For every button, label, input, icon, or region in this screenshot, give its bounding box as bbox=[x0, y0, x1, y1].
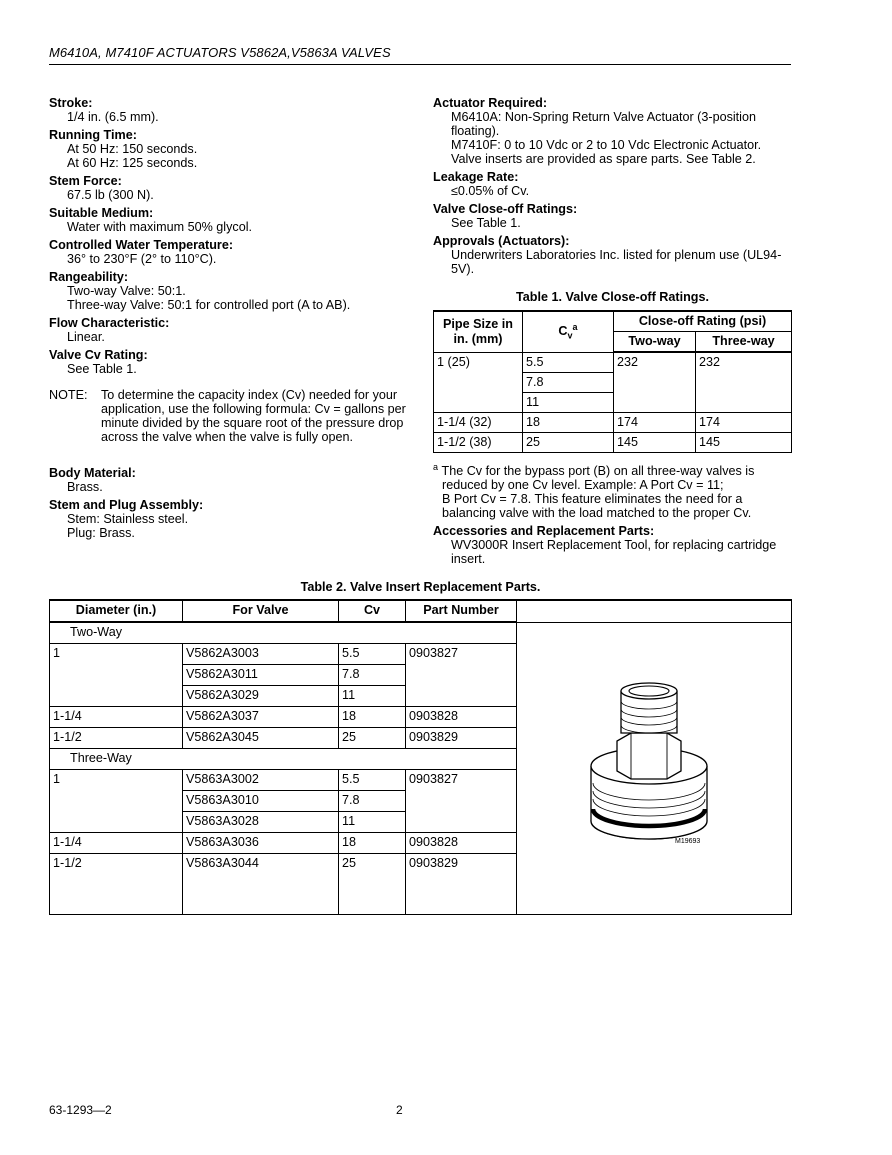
close-off-ratings-table bbox=[433, 310, 792, 453]
three-way-cell: 232 bbox=[696, 352, 792, 412]
cv-cell: 11 bbox=[339, 812, 406, 833]
footnote-line: balancing valve with the load matched to the proper Cv. bbox=[442, 506, 752, 521]
group-label-three-way: Three-Way bbox=[50, 749, 517, 770]
header-cv: $C_v^a$ bbox=[523, 311, 614, 352]
three-way-cell: 174 bbox=[696, 412, 792, 432]
spec-label: Valve Cv Rating: bbox=[49, 348, 148, 362]
table1-caption: Table 1. Valve Close-off Ratings. bbox=[516, 290, 709, 304]
valve-cell: V5863A3044 bbox=[183, 854, 339, 915]
spec-label: Accessories and Replacement Parts: bbox=[433, 524, 655, 538]
note-block bbox=[49, 388, 409, 444]
spec-value: Valve inserts are provided as spare parts. See Table 2. bbox=[451, 152, 756, 166]
table1-footnote bbox=[433, 460, 793, 520]
spec-value: M6410A: Non-Spring Return Valve Actuator (3-position floating). bbox=[451, 110, 756, 138]
spec-value: Three-way Valve: 50:1 for controlled port (A to AB). bbox=[67, 298, 351, 312]
diameter-cell: 1 bbox=[50, 770, 183, 833]
table-row bbox=[434, 412, 792, 432]
spec-value: WV3000R Insert Replacement Tool, for replacing cartridge insert. bbox=[451, 538, 777, 566]
spec-item bbox=[49, 348, 409, 376]
two-way-cell: 174 bbox=[614, 412, 696, 432]
spec-label: Stroke: bbox=[49, 96, 93, 110]
spec-value: Linear. bbox=[67, 330, 105, 344]
accessories-spec bbox=[433, 524, 793, 566]
header-three-way: Three-way bbox=[696, 332, 792, 353]
spec-value: 36° to 230°F (2° to 110°C). bbox=[67, 252, 217, 266]
spec-item bbox=[433, 234, 793, 276]
spec-value: Underwriters Laboratories Inc. listed for plenum use (UL94-5V). bbox=[451, 248, 782, 276]
diameter-cell: 1-1/2 bbox=[50, 728, 183, 749]
pipe-size-cell: 1-1/4 (32) bbox=[434, 412, 523, 432]
cv-cell: 7.8 bbox=[339, 791, 406, 812]
two-way-cell: 232 bbox=[614, 352, 696, 412]
valve-cell: V5862A3011 bbox=[183, 665, 339, 686]
header-diameter: Diameter (in.) bbox=[50, 600, 183, 622]
part-number-cell: 0903827 bbox=[406, 644, 517, 707]
cv-cell: 11 bbox=[523, 392, 614, 412]
cv-cell: 5.5 bbox=[523, 352, 614, 372]
spec-item bbox=[433, 96, 793, 166]
spec-label: Actuator Required: bbox=[433, 96, 548, 110]
page-number: 2 bbox=[396, 1103, 403, 1117]
part-number-cell: 0903829 bbox=[406, 728, 517, 749]
header-part-number: Part Number bbox=[406, 600, 517, 622]
spec-item bbox=[49, 174, 409, 202]
running-header: M6410A, M7410F ACTUATORS V5862A,V5863A VALVES bbox=[49, 45, 391, 60]
spec-item bbox=[49, 466, 409, 494]
diameter-cell: 1-1/2 bbox=[50, 854, 183, 915]
figure-id-label: M19693 bbox=[675, 838, 701, 846]
header-close-off-rating: Close-off Rating (psi) bbox=[614, 311, 792, 332]
spec-item bbox=[433, 170, 793, 198]
spec-value: At 60 Hz: 125 seconds. bbox=[67, 156, 198, 170]
cv-cell: 11 bbox=[339, 686, 406, 707]
diameter-cell: 1-1/4 bbox=[50, 833, 183, 854]
cv-cell: 5.5 bbox=[339, 770, 406, 791]
cv-cell: 18 bbox=[339, 833, 406, 854]
cv-cell: 7.8 bbox=[523, 372, 614, 392]
diameter-cell: 1 bbox=[50, 644, 183, 707]
spec-label: Suitable Medium: bbox=[49, 206, 154, 220]
header-two-way: Two-way bbox=[614, 332, 696, 353]
note-text: To determine the capacity index (Cv) needed for your application, use the following formula: Cv = gallons per minute divided by the square root of the pressure drop across the valve when the valve is fully open. bbox=[101, 388, 406, 444]
header-for-valve: For Valve bbox=[183, 600, 339, 622]
part-number-cell: 0903828 bbox=[406, 833, 517, 854]
valve-cell: V5863A3036 bbox=[183, 833, 339, 854]
cv-cell: 7.8 bbox=[339, 665, 406, 686]
pipe-size-cell: 1 (25) bbox=[434, 352, 523, 412]
spec-label: Flow Characteristic: bbox=[49, 316, 170, 330]
valve-cell: V5863A3010 bbox=[183, 791, 339, 812]
valve-cell: V5862A3029 bbox=[183, 686, 339, 707]
figure-cell bbox=[517, 622, 792, 915]
table-row bbox=[434, 352, 792, 372]
footnote-line: reduced by one Cv level. Example: A Port Cv = 11; bbox=[442, 478, 724, 493]
valve-cell: V5862A3045 bbox=[183, 728, 339, 749]
spec-value: At 50 Hz: 150 seconds. bbox=[67, 142, 198, 156]
footnote-mark: a bbox=[433, 462, 439, 472]
spec-label: Running Time: bbox=[49, 128, 137, 142]
footnote-line: B Port Cv = 7.8. This feature eliminates the need for a bbox=[442, 492, 743, 507]
left-spec-column bbox=[49, 96, 409, 544]
part-number-cell: 0903828 bbox=[406, 707, 517, 728]
spec-value: Stem: Stainless steel. bbox=[67, 512, 189, 526]
three-way-cell: 145 bbox=[696, 432, 792, 452]
footnote-line: The Cv for the bypass port (B) on all three-way valves is bbox=[441, 464, 755, 479]
spec-label: Leakage Rate: bbox=[433, 170, 519, 184]
part-number-cell: 0903827 bbox=[406, 770, 517, 833]
cv-cell: 25 bbox=[339, 728, 406, 749]
diameter-cell: 1-1/4 bbox=[50, 707, 183, 728]
spec-value: Brass. bbox=[67, 480, 103, 494]
spec-label: Body Material: bbox=[49, 466, 136, 480]
cv-cell: 25 bbox=[523, 432, 614, 452]
group-row bbox=[50, 622, 792, 644]
spec-item bbox=[49, 238, 409, 266]
header-cv: Cv bbox=[339, 600, 406, 622]
valve-insert-illustration bbox=[579, 671, 729, 861]
right-spec-column bbox=[433, 96, 793, 280]
valve-cell: V5862A3003 bbox=[183, 644, 339, 665]
spec-label: Controlled Water Temperature: bbox=[49, 238, 234, 252]
cv-cell: 5.5 bbox=[339, 644, 406, 665]
cv-cell: 18 bbox=[339, 707, 406, 728]
spec-item bbox=[49, 206, 409, 234]
part-number-cell: 0903829 bbox=[406, 854, 517, 915]
spec-label: Stem and Plug Assembly: bbox=[49, 498, 204, 512]
spec-value: Two-way Valve: 50:1. bbox=[67, 284, 186, 298]
spec-item bbox=[49, 498, 409, 540]
note-label: NOTE: bbox=[49, 388, 88, 402]
spec-value: M7410F: 0 to 10 Vdc or 2 to 10 Vdc Electronic Actuator. bbox=[451, 138, 762, 152]
spec-value: Water with maximum 50% glycol. bbox=[67, 220, 252, 234]
group-label-two-way: Two-Way bbox=[50, 622, 517, 644]
table2-caption: Table 2. Valve Insert Replacement Parts. bbox=[300, 580, 541, 594]
header-rule bbox=[49, 64, 791, 65]
spec-item bbox=[49, 316, 409, 344]
valve-cell: V5863A3002 bbox=[183, 770, 339, 791]
cv-cell: 25 bbox=[339, 854, 406, 915]
spec-label: Valve Close-off Ratings: bbox=[433, 202, 578, 216]
cv-cell: 18 bbox=[523, 412, 614, 432]
spec-value: ≤0.05% of Cv. bbox=[451, 184, 530, 198]
pipe-size-cell: 1-1/2 (38) bbox=[434, 432, 523, 452]
spec-item bbox=[49, 128, 409, 170]
spec-label: Approvals (Actuators): bbox=[433, 234, 570, 248]
spec-label: Stem Force: bbox=[49, 174, 122, 188]
spec-value: See Table 1. bbox=[451, 216, 521, 230]
valve-cell: V5863A3028 bbox=[183, 812, 339, 833]
header-pipe-size: Pipe Size in in. (mm) bbox=[434, 311, 523, 352]
valve-insert-parts-table bbox=[49, 599, 792, 915]
spec-value: 67.5 lb (300 N). bbox=[67, 188, 154, 202]
two-way-cell: 145 bbox=[614, 432, 696, 452]
valve-cell: V5862A3037 bbox=[183, 707, 339, 728]
spec-item bbox=[433, 202, 793, 230]
spec-item bbox=[49, 270, 409, 312]
spec-value: Plug: Brass. bbox=[67, 526, 135, 540]
table-row bbox=[434, 432, 792, 452]
spec-value: 1/4 in. (6.5 mm). bbox=[67, 110, 159, 124]
document-number: 63-1293—2 bbox=[49, 1103, 112, 1117]
spec-label: Rangeability: bbox=[49, 270, 129, 284]
header-figure bbox=[517, 600, 792, 622]
spec-item bbox=[49, 96, 409, 124]
spec-value: See Table 1. bbox=[67, 362, 137, 376]
